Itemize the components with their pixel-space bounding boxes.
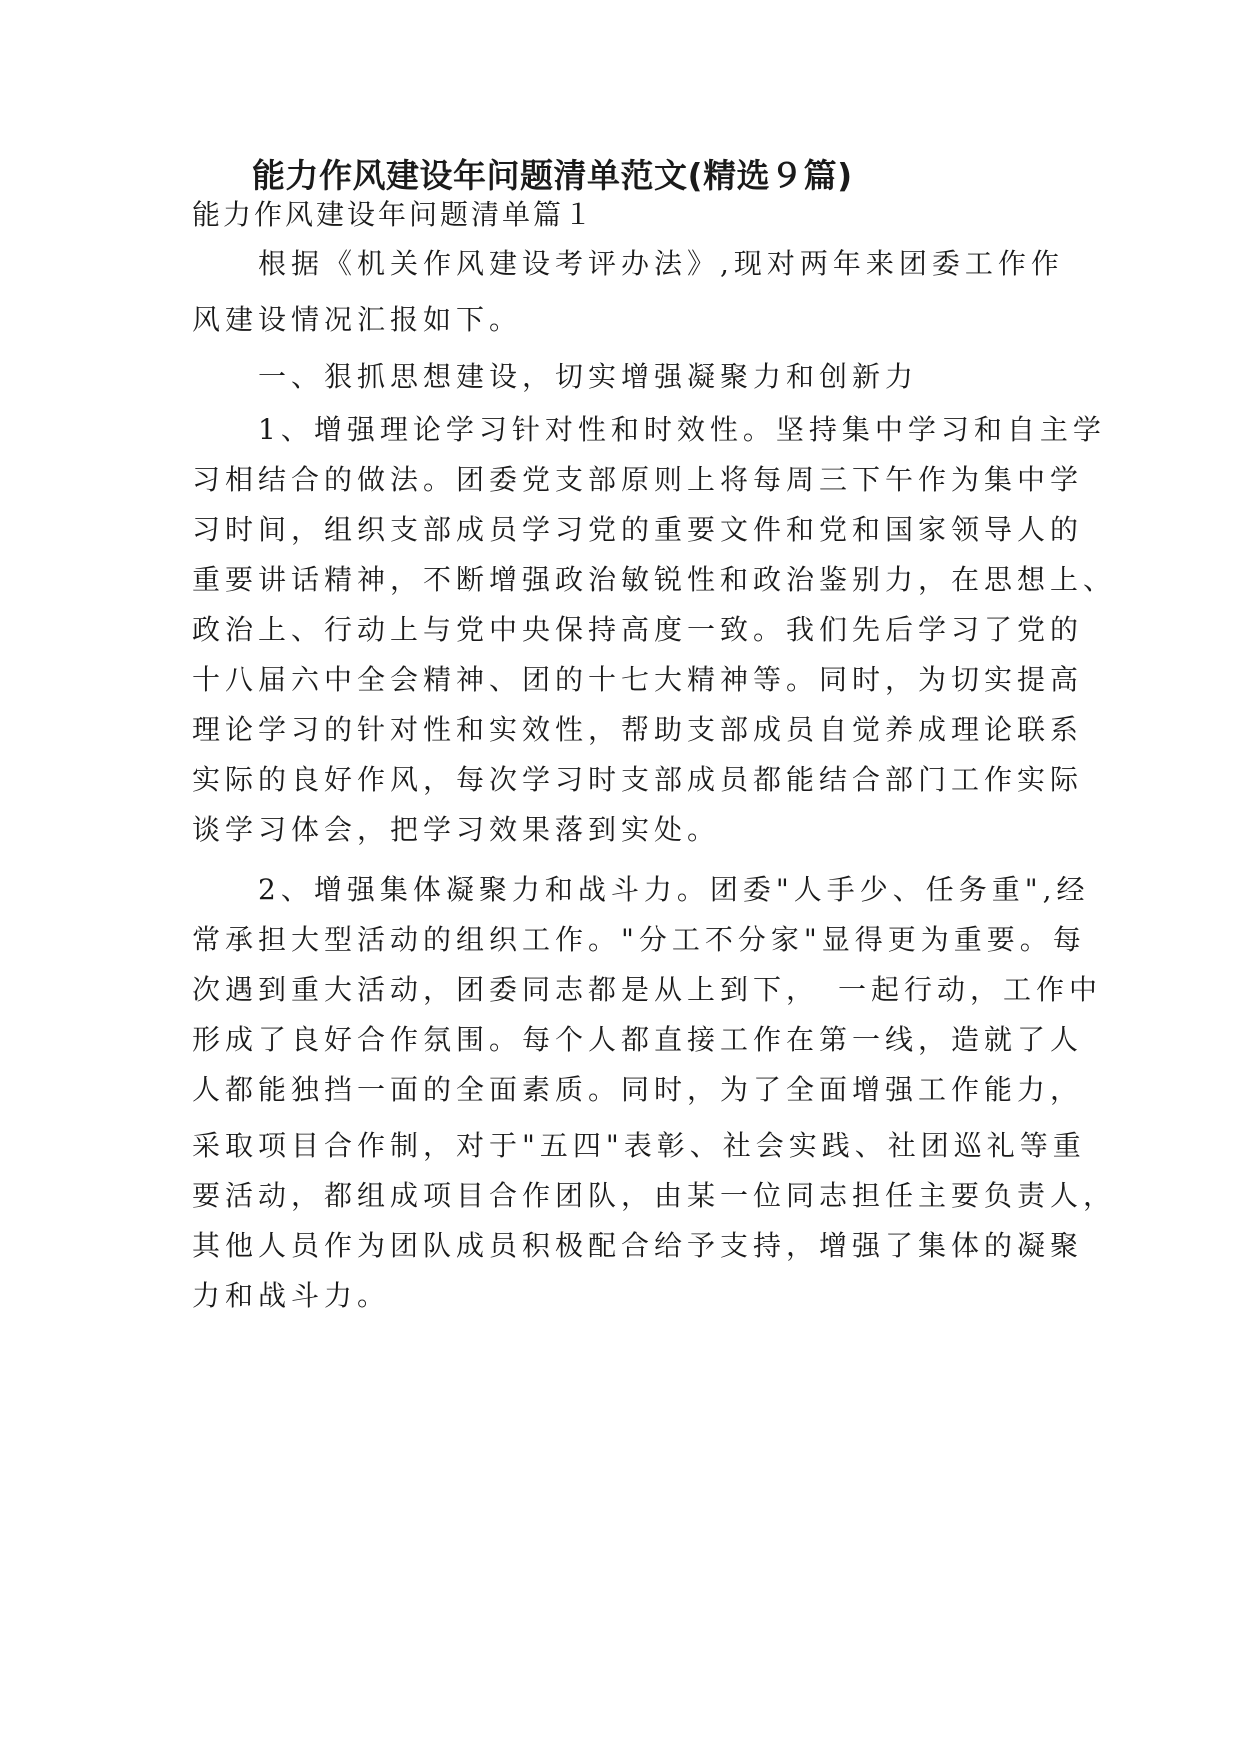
text-line: 1、增强理论学习针对性和时效性。坚持集中学习和自主学 [192, 413, 1106, 446]
text-line: 风建设情况汇报如下。 [192, 303, 523, 336]
text-line: 习时间，组织支部成员学习党的重要文件和党和国家领导人的 [192, 513, 1084, 546]
text-line: 2、增强集体凝聚力和战斗力。团委"人手少、任务重",经 [192, 873, 1090, 906]
text-line: 十八届六中全会精神、团的十七大精神等。同时，为切实提高 [192, 663, 1084, 696]
text-line: 人都能独挡一面的全面素质。同时，为了全面增强工作能力， [192, 1073, 1084, 1106]
text-line: 政治上、行动上与党中央保持高度一致。我们先后学习了党的 [192, 613, 1084, 646]
text-line: 习相结合的做法。团委党支部原则上将每周三下午作为集中学 [192, 463, 1084, 496]
text-line: 力和战斗力。 [192, 1279, 391, 1312]
text-line: 其他人员作为团队成员积极配合给予支持，增强了集体的凝聚 [192, 1229, 1084, 1262]
text-line: 实际的良好作风，每次学习时支部成员都能结合部门工作实际 [192, 763, 1084, 796]
text-line: 根据《机关作风建设考评办法》,现对两年来团委工作作 [192, 247, 1064, 280]
text-line: 谈学习体会，把学习效果落到实处。 [192, 813, 721, 846]
text-line: 采取项目合作制，对于"五四"表彰、社会实践、社团巡礼等重 [192, 1129, 1086, 1162]
document-title: 能力作风建设年问题清单范文(精选９篇) [252, 156, 853, 195]
text-line: 次遇到重大活动，团委同志都是从上到下， 一起行动，工作中 [192, 973, 1103, 1006]
text-line: 一、狠抓思想建设，切实增强凝聚力和创新力 [192, 360, 919, 393]
text-line: 重要讲话精神，不断增强政治敏锐性和政治鉴别力，在思想上、 [192, 563, 1117, 596]
text-line: 理论学习的针对性和实效性，帮助支部成员自觉养成理论联系 [192, 713, 1084, 746]
document-subtitle: 能力作风建设年问题清单篇１ [192, 198, 596, 231]
text-line: 要活动，都组成项目合作团队，由某一位同志担任主要负责人， [192, 1179, 1117, 1212]
text-line: 形成了良好合作氛围。每个人都直接工作在第一线，造就了人 [192, 1023, 1084, 1056]
text-line: 常承担大型活动的组织工作。"分工不分家"显得更为重要。每 [192, 923, 1086, 956]
